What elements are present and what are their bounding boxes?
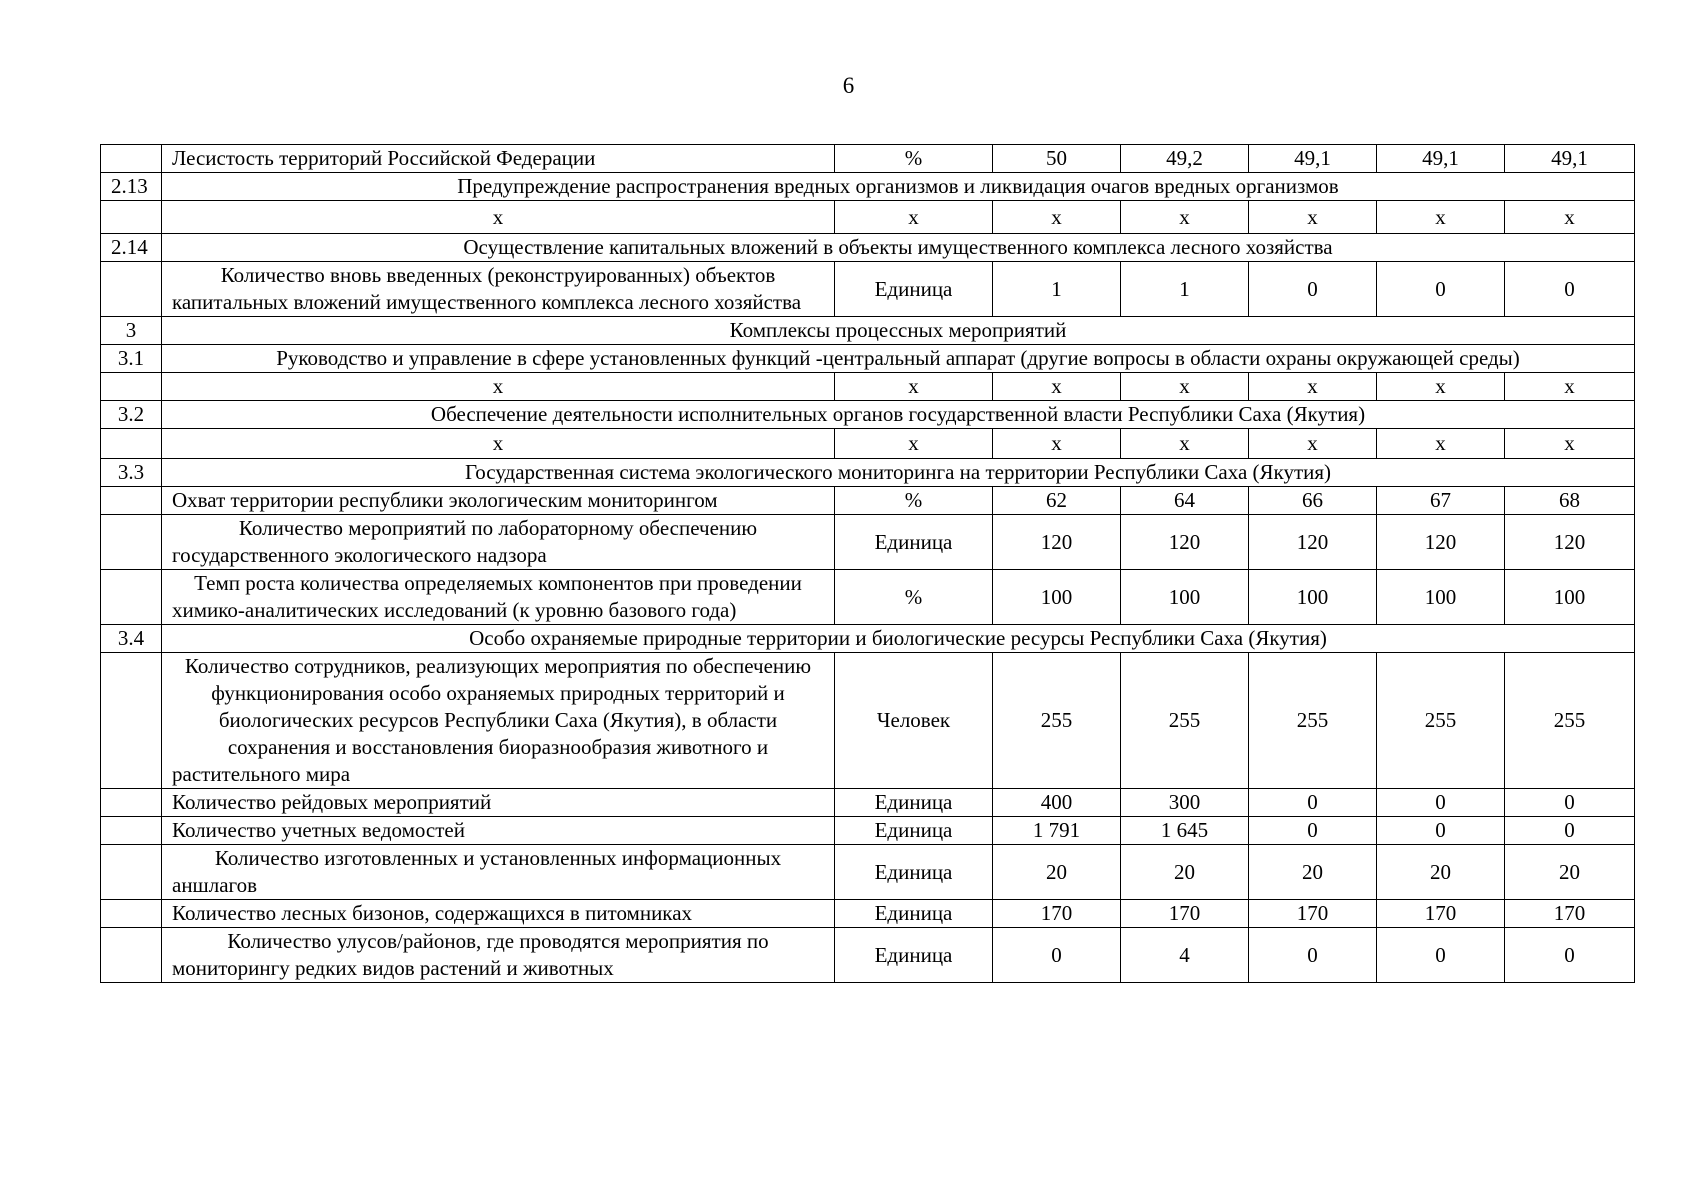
- value-cell: x: [993, 201, 1121, 234]
- section-number: 3.2: [101, 401, 162, 429]
- value-cell: 0: [1505, 928, 1635, 983]
- section-number: 2.14: [101, 234, 162, 262]
- row-number: [101, 487, 162, 515]
- value-cell: 0: [1377, 262, 1505, 317]
- value-cell: 4: [1121, 928, 1249, 983]
- value-cell: 20: [1377, 845, 1505, 900]
- value-cell: x: [1505, 201, 1635, 234]
- row-number: [101, 817, 162, 845]
- unit-cell: Единица: [835, 928, 993, 983]
- row-number: [101, 373, 162, 401]
- unit-cell: Единица: [835, 817, 993, 845]
- page-number: 6: [842, 73, 855, 98]
- table-body: [101, 145, 1635, 983]
- value-cell: 120: [1249, 515, 1377, 570]
- value-cell: x: [1249, 429, 1377, 459]
- section-number: 3.1: [101, 345, 162, 373]
- section-title: Обеспечение деятельности исполнительных органов государственной власти Республики Саха (Якутия): [162, 401, 1635, 429]
- value-cell: x: [1121, 201, 1249, 234]
- indicator-name: Количество вновь введенных (реконструированных) объектов капитальных вложений имущественного комплекса лесного хозяйства: [162, 262, 835, 317]
- value-cell: 0: [1249, 817, 1377, 845]
- section-row: [101, 234, 1635, 262]
- section-title: Государственная система экологического мониторинга на территории Республики Саха (Якутия): [162, 459, 1635, 487]
- indicator-name: Количество лесных бизонов, содержащихся в питомниках: [162, 900, 835, 928]
- table-row: [101, 653, 1635, 789]
- value-cell: 1: [1121, 262, 1249, 317]
- table-row: [101, 570, 1635, 625]
- value-cell: 255: [1249, 653, 1377, 789]
- unit-cell: x: [835, 373, 993, 401]
- value-cell: x: [993, 373, 1121, 401]
- row-number: [101, 570, 162, 625]
- value-cell: 170: [1377, 900, 1505, 928]
- section-number: 3.3: [101, 459, 162, 487]
- value-cell: 68: [1505, 487, 1635, 515]
- value-cell: x: [1249, 201, 1377, 234]
- value-cell: x: [1121, 373, 1249, 401]
- indicator-name: Темп роста количества определяемых компонентов при проведении химико-аналитических исследований (к уровню базового года): [162, 570, 835, 625]
- value-cell: 255: [1121, 653, 1249, 789]
- section-number: 2.13: [101, 173, 162, 201]
- table-row: [101, 900, 1635, 928]
- section-row: [101, 317, 1635, 345]
- value-cell: 49,1: [1377, 145, 1505, 173]
- value-cell: 170: [993, 900, 1121, 928]
- unit-cell: Единица: [835, 515, 993, 570]
- value-cell: 100: [1377, 570, 1505, 625]
- table-row: [101, 515, 1635, 570]
- value-cell: 0: [1505, 262, 1635, 317]
- value-cell: 0: [1249, 789, 1377, 817]
- indicator-name: Количество учетных ведомостей: [162, 817, 835, 845]
- value-cell: 20: [1249, 845, 1377, 900]
- value-cell: 49,1: [1249, 145, 1377, 173]
- indicator-name: Количество рейдовых мероприятий: [162, 789, 835, 817]
- value-cell: 170: [1505, 900, 1635, 928]
- indicator-name: Лесистость территорий Российской Федерации: [162, 145, 835, 173]
- value-cell: 0: [1377, 789, 1505, 817]
- value-cell: 1 791: [993, 817, 1121, 845]
- value-cell: 50: [993, 145, 1121, 173]
- value-cell: 300: [1121, 789, 1249, 817]
- value-cell: 20: [993, 845, 1121, 900]
- value-cell: 100: [993, 570, 1121, 625]
- value-cell: 255: [1377, 653, 1505, 789]
- unit-cell: %: [835, 145, 993, 173]
- table-row: [101, 789, 1635, 817]
- row-number: [101, 145, 162, 173]
- row-number: [101, 429, 162, 459]
- unit-cell: Единица: [835, 262, 993, 317]
- value-cell: x: [993, 429, 1121, 459]
- value-cell: 0: [1377, 928, 1505, 983]
- value-cell: 120: [1121, 515, 1249, 570]
- row-number: [101, 515, 162, 570]
- unit-cell: %: [835, 487, 993, 515]
- value-cell: x: [1505, 429, 1635, 459]
- row-number: [101, 900, 162, 928]
- indicator-name: Охват территории республики экологическим мониторингом: [162, 487, 835, 515]
- unit-cell: Единица: [835, 900, 993, 928]
- value-cell: 255: [1505, 653, 1635, 789]
- unit-cell: Единица: [835, 845, 993, 900]
- table-row: [101, 487, 1635, 515]
- table-row: [101, 817, 1635, 845]
- value-cell: x: [1377, 373, 1505, 401]
- row-number: [101, 262, 162, 317]
- value-cell: x: [1121, 429, 1249, 459]
- value-cell: x: [1377, 201, 1505, 234]
- value-cell: 64: [1121, 487, 1249, 515]
- value-cell: 66: [1249, 487, 1377, 515]
- table-row: [101, 845, 1635, 900]
- indicator-name: Количество изготовленных и установленных информационных аншлагов: [162, 845, 835, 900]
- value-cell: 20: [1505, 845, 1635, 900]
- value-cell: 120: [1505, 515, 1635, 570]
- unit-cell: %: [835, 570, 993, 625]
- value-cell: x: [1377, 429, 1505, 459]
- table-row: [101, 928, 1635, 983]
- row-number: [101, 201, 162, 234]
- section-title: Особо охраняемые природные территории и биологические ресурсы Республики Саха (Якутия): [162, 625, 1635, 653]
- value-cell: 400: [993, 789, 1121, 817]
- value-cell: 1: [993, 262, 1121, 317]
- table-row: [101, 201, 1635, 234]
- section-number: 3.4: [101, 625, 162, 653]
- value-cell: 1 645: [1121, 817, 1249, 845]
- indicator-name: Количество сотрудников, реализующих мероприятия по обеспечению функционирования особо охраняемых природных территорий и биологических ресурсов Республики Саха (Якутия), в области сохранения и восстановления биоразнообразия животного и растительного мира: [162, 653, 835, 789]
- indicators-table: [100, 144, 1635, 983]
- section-title: Комплексы процессных мероприятий: [162, 317, 1635, 345]
- table-row: [101, 262, 1635, 317]
- value-cell: 62: [993, 487, 1121, 515]
- value-cell: 170: [1121, 900, 1249, 928]
- row-number: [101, 789, 162, 817]
- section-title: Руководство и управление в сфере установленных функций -центральный аппарат (другие вопросы в области охраны окружающей среды): [162, 345, 1635, 373]
- value-cell: x: [1505, 373, 1635, 401]
- value-cell: 255: [993, 653, 1121, 789]
- value-cell: 120: [1377, 515, 1505, 570]
- value-cell: 120: [993, 515, 1121, 570]
- value-cell: 0: [1249, 262, 1377, 317]
- value-cell: 0: [1377, 817, 1505, 845]
- table-row: [101, 429, 1635, 459]
- section-row: [101, 173, 1635, 201]
- value-cell: 100: [1249, 570, 1377, 625]
- table-row: [101, 373, 1635, 401]
- value-cell: 170: [1249, 900, 1377, 928]
- unit-cell: Единица: [835, 789, 993, 817]
- value-cell: 49,1: [1505, 145, 1635, 173]
- value-cell: x: [1249, 373, 1377, 401]
- row-number: [101, 928, 162, 983]
- row-number: [101, 845, 162, 900]
- section-row: [101, 459, 1635, 487]
- indicator-name: x: [162, 201, 835, 234]
- value-cell: 0: [1505, 817, 1635, 845]
- indicator-name: Количество мероприятий по лабораторному обеспечению государственного экологического надзора: [162, 515, 835, 570]
- section-row: [101, 625, 1635, 653]
- indicator-name: x: [162, 373, 835, 401]
- unit-cell: Человек: [835, 653, 993, 789]
- section-title: Осуществление капитальных вложений в объекты имущественного комплекса лесного хозяйства: [162, 234, 1635, 262]
- value-cell: 100: [1121, 570, 1249, 625]
- value-cell: 49,2: [1121, 145, 1249, 173]
- value-cell: 0: [1505, 789, 1635, 817]
- value-cell: 100: [1505, 570, 1635, 625]
- value-cell: 0: [1249, 928, 1377, 983]
- section-row: [101, 345, 1635, 373]
- section-row: [101, 401, 1635, 429]
- table-row: [101, 145, 1635, 173]
- indicator-name: Количество улусов/районов, где проводятся мероприятия по мониторингу редких видов растений и животных: [162, 928, 835, 983]
- unit-cell: x: [835, 201, 993, 234]
- unit-cell: x: [835, 429, 993, 459]
- value-cell: 67: [1377, 487, 1505, 515]
- value-cell: 0: [993, 928, 1121, 983]
- indicator-name: x: [162, 429, 835, 459]
- section-title: Предупреждение распространения вредных организмов и ликвидация очагов вредных организмов: [162, 173, 1635, 201]
- row-number: [101, 653, 162, 789]
- value-cell: 20: [1121, 845, 1249, 900]
- section-number: 3: [101, 317, 162, 345]
